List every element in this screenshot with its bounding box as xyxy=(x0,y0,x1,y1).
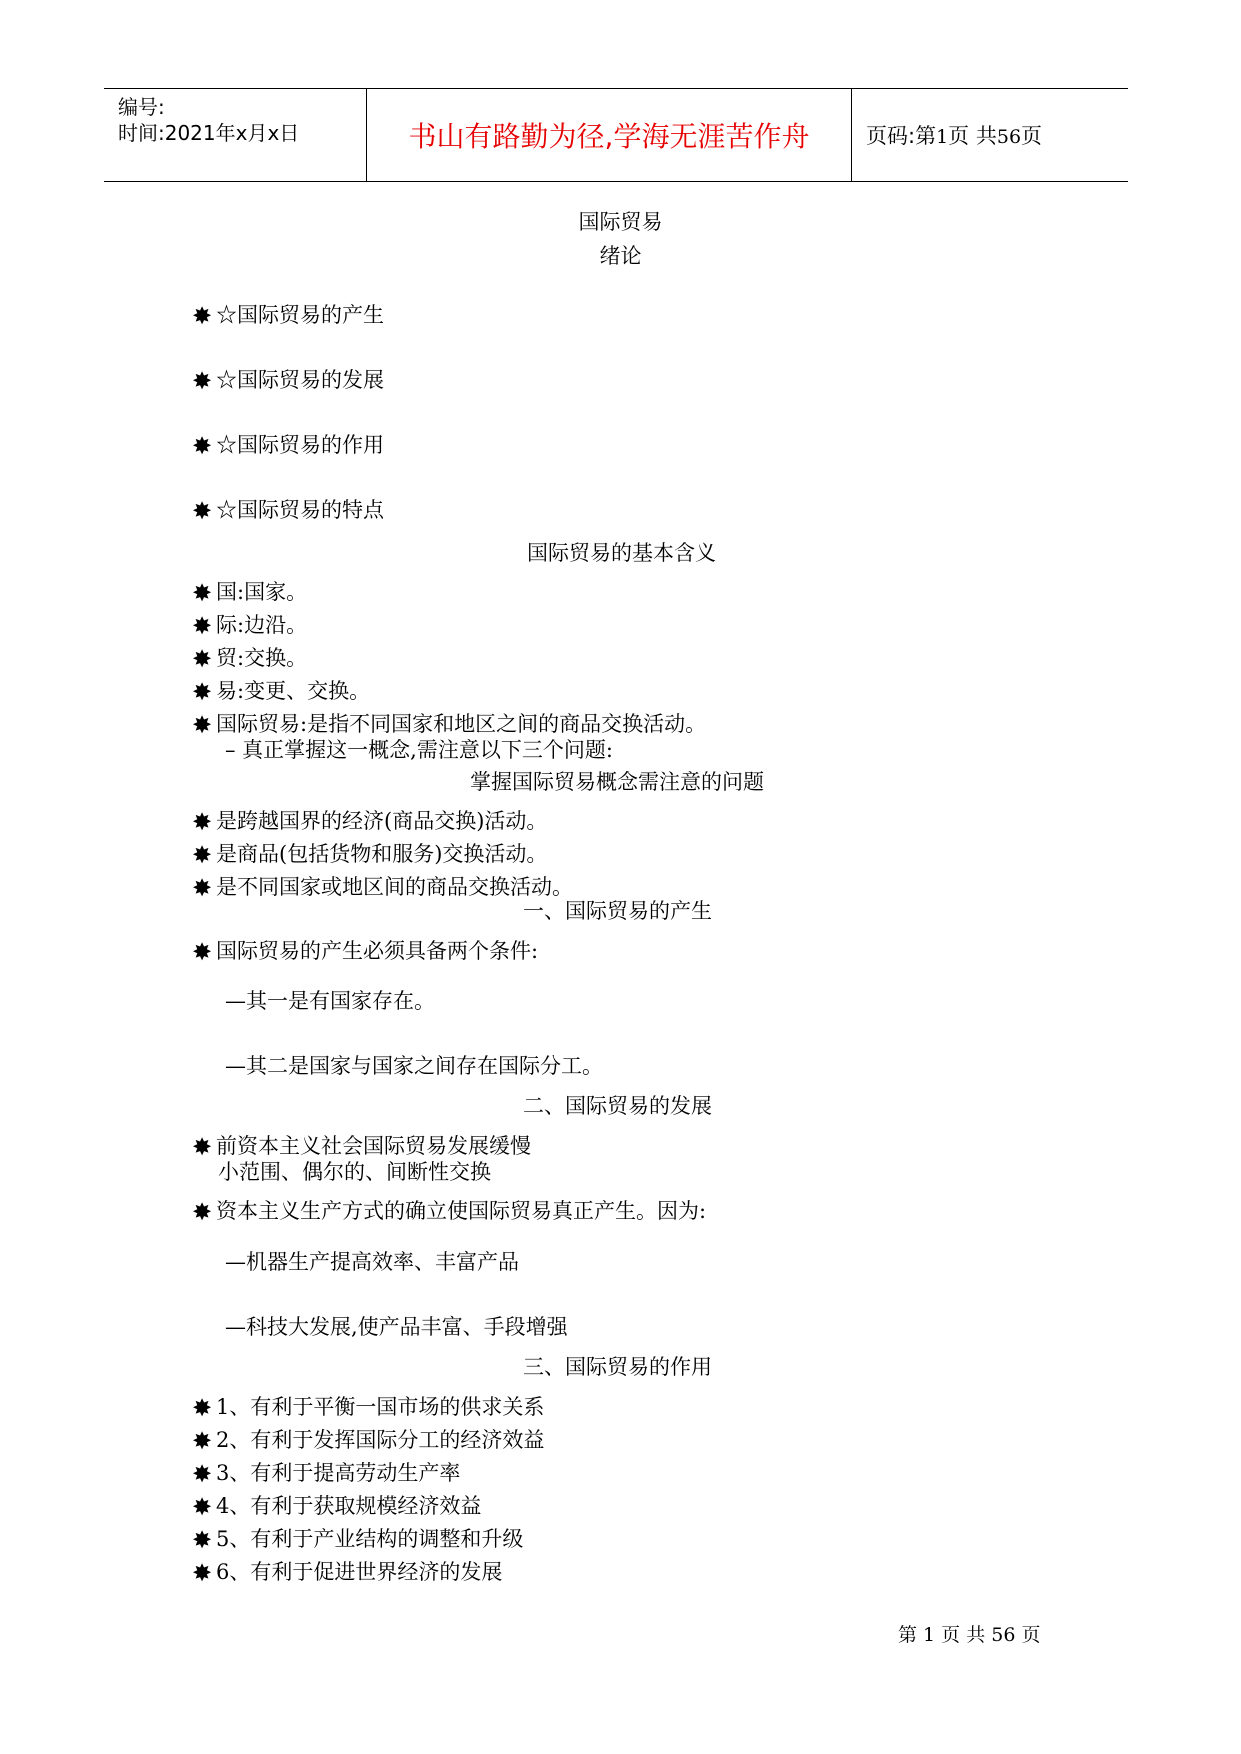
eight-point-star-icon: ✸ xyxy=(192,1460,213,1488)
list-item: ✸ 是商品(包括货物和服务)交换活动。 xyxy=(192,841,548,869)
eight-point-star-icon: ✸ xyxy=(192,579,213,607)
eight-point-star-icon: ✸ xyxy=(192,1133,213,1161)
page-footer: 第 1 页 共 56 页 xyxy=(898,1624,1041,1646)
eight-point-star-icon: ✸ xyxy=(192,841,213,869)
eight-point-star-icon: ✸ xyxy=(192,711,213,739)
sub-item: 小范围、偶尔的、间断性交换 xyxy=(218,1160,491,1184)
list-item: ✸ 国际贸易:是指不同国家和地区之间的商品交换活动。 xyxy=(192,711,707,739)
section-heading: 掌握国际贸易概念需注意的问题 xyxy=(470,770,764,794)
list-item: ✸ 1、有利于平衡一国市场的供求关系 xyxy=(192,1394,545,1422)
eight-point-star-icon: ✸ xyxy=(192,1559,213,1587)
list-item: ✸ 6、有利于促进世界经济的发展 xyxy=(192,1559,503,1587)
header-motto-cell xyxy=(367,89,852,181)
list-item: ✸ 是跨越国界的经济(商品交换)活动。 xyxy=(192,808,548,836)
sub-item: – 真正掌握这一概念,需注意以下三个问题: xyxy=(225,738,613,762)
eight-point-star-icon: ✸ xyxy=(192,874,213,902)
motto-text: 书山有路勤为径,学海无涯苦作舟 xyxy=(408,120,810,153)
sub-item: —科技大发展,使产品丰富、手段增强 xyxy=(225,1315,568,1339)
list-item: ✸ 前资本主义社会国际贸易发展缓慢 xyxy=(192,1133,531,1161)
list-item: ✸ 国:国家。 xyxy=(192,579,308,607)
eight-point-star-icon: ✸ xyxy=(192,1493,213,1521)
number-label: 编号: xyxy=(118,95,165,119)
eight-point-star-icon: ✸ xyxy=(192,367,213,395)
list-item: ✸ 易:变更、交换。 xyxy=(192,678,371,706)
eight-point-star-icon: ✸ xyxy=(192,645,213,673)
eight-point-star-icon: ✸ xyxy=(192,938,213,966)
eight-point-star-icon: ✸ xyxy=(192,1198,213,1226)
page-number-label: 页码:第1页 共56页 xyxy=(866,124,1043,148)
list-item: ✸ ☆国际贸易的作用 xyxy=(192,432,384,460)
eight-point-star-icon: ✸ xyxy=(192,808,213,836)
header-page-cell xyxy=(852,89,1128,181)
header-info-cell xyxy=(104,89,367,181)
list-item: ✸ 资本主义生产方式的确立使国际贸易真正产生。因为: xyxy=(192,1198,707,1226)
eight-point-star-icon: ✸ xyxy=(192,432,213,460)
list-item: ✸ ☆国际贸易的产生 xyxy=(192,302,384,330)
eight-point-star-icon: ✸ xyxy=(192,302,213,330)
eight-point-star-icon: ✸ xyxy=(192,497,213,525)
section-heading: 一、国际贸易的产生 xyxy=(523,899,712,923)
section-heading: 国际贸易的基本含义 xyxy=(527,541,716,565)
list-item: ✸ 3、有利于提高劳动生产率 xyxy=(192,1460,461,1488)
page-header xyxy=(104,88,1128,182)
section-heading: 二、国际贸易的发展 xyxy=(523,1094,712,1118)
eight-point-star-icon: ✸ xyxy=(192,612,213,640)
list-item: ✸ ☆国际贸易的特点 xyxy=(192,497,384,525)
list-item: ✸ 是不同国家或地区间的商品交换活动。 xyxy=(192,874,573,902)
sub-item: —其二是国家与国家之间存在国际分工。 xyxy=(225,1054,603,1078)
list-item: ✸ 贸:交换。 xyxy=(192,645,308,673)
eight-point-star-icon: ✸ xyxy=(192,678,213,706)
list-item: ✸ 国际贸易的产生必须具备两个条件: xyxy=(192,938,539,966)
list-item: ✸ 2、有利于发挥国际分工的经济效益 xyxy=(192,1427,545,1455)
sub-item: —机器生产提高效率、丰富产品 xyxy=(225,1250,519,1274)
eight-point-star-icon: ✸ xyxy=(192,1427,213,1455)
list-item: ✸ 4、有利于获取规模经济效益 xyxy=(192,1493,482,1521)
eight-point-star-icon: ✸ xyxy=(192,1394,213,1422)
document-title: 国际贸易 xyxy=(578,210,663,234)
sub-item: —其一是有国家存在。 xyxy=(225,989,435,1013)
eight-point-star-icon: ✸ xyxy=(192,1526,213,1554)
list-item: ✸ ☆国际贸易的发展 xyxy=(192,367,384,395)
list-item: ✸ 际:边沿。 xyxy=(192,612,308,640)
time-label: 时间:2021年x月x日 xyxy=(118,121,300,145)
section-heading: 三、国际贸易的作用 xyxy=(523,1355,712,1379)
document-subtitle: 绪论 xyxy=(599,244,642,268)
list-item: ✸ 5、有利于产业结构的调整和升级 xyxy=(192,1526,524,1554)
